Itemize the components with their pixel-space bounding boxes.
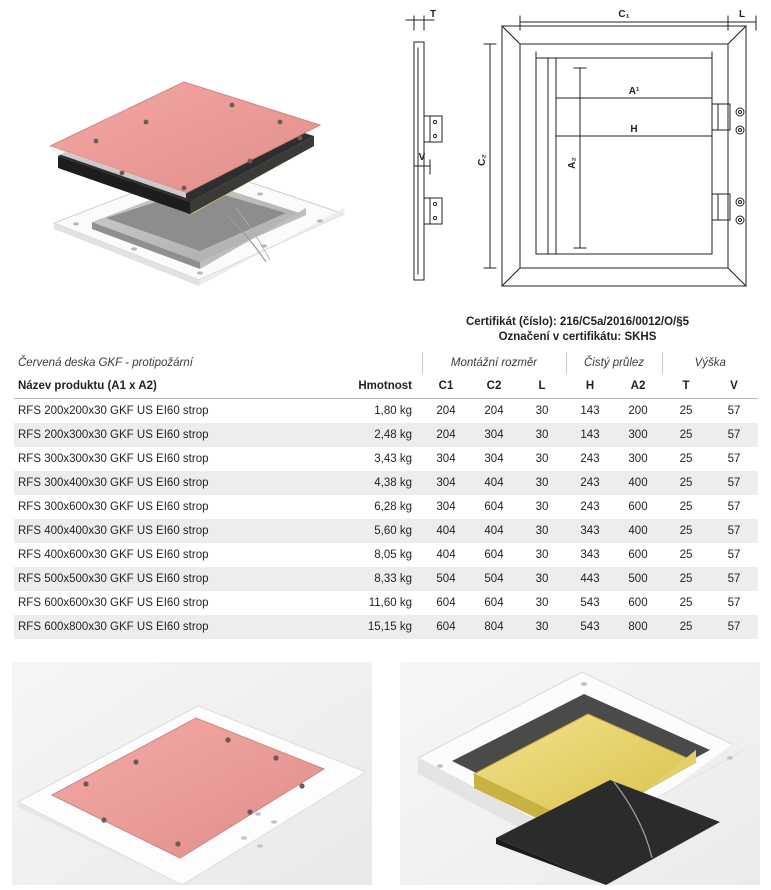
header-c1: C1 [422,374,470,399]
cell-weight: 6,28 kg [374,500,412,513]
cell-v: 57 [727,476,741,489]
cell-c1: 304 [436,452,456,465]
certificate-block [390,315,765,345]
cell-c1: 204 [436,428,456,441]
cell-t: 25 [679,452,693,465]
cell-a2: 400 [628,524,648,537]
table-row [14,447,758,471]
cell-a2: 800 [628,620,648,633]
cell-weight: 2,48 kg [374,428,412,441]
table-row [14,399,758,423]
cell-h: 543 [580,596,600,609]
cell-c2: 604 [484,596,504,609]
table-row [14,615,758,639]
cell-v: 57 [727,500,741,513]
cell-v: 57 [727,452,741,465]
table-row [14,567,758,591]
cell-l: 30 [535,548,549,561]
cell-c1: 604 [436,596,456,609]
cell-c1: 304 [436,476,456,489]
cell-l: 30 [535,524,549,537]
header-weight: Hmotnost [344,374,422,399]
cell-weight: 15,15 kg [367,620,412,633]
cell-c1: 504 [436,572,456,585]
product-photo-open-insulation [400,662,760,885]
table-row [14,543,758,567]
table-note: Červená deska GKF - protipožární [18,357,193,369]
cell-name: RFS 400x400x30 GKF US EI60 strop [18,524,209,537]
cell-c2: 304 [484,452,504,465]
cell-v: 57 [727,524,741,537]
cell-weight: 5,60 kg [374,524,412,537]
cell-h: 243 [580,476,600,489]
cell-name: RFS 300x300x30 GKF US EI60 strop [18,452,209,465]
cell-a2: 300 [628,452,648,465]
cell-h: 543 [580,620,600,633]
cell-name: RFS 400x600x30 GKF US EI60 strop [18,548,209,561]
cell-c2: 804 [484,620,504,633]
cell-a2: 400 [628,476,648,489]
cell-t: 25 [679,428,693,441]
drawing-label-V: V [418,152,426,163]
cell-weight: 3,43 kg [374,452,412,465]
cell-v: 57 [727,596,741,609]
cell-name: RFS 200x200x30 GKF US EI60 strop [18,404,209,417]
cell-c1: 404 [436,524,456,537]
cell-name: RFS 600x600x30 GKF US EI60 strop [18,596,209,609]
cell-a2: 600 [628,548,648,561]
cell-a2: 600 [628,500,648,513]
cell-l: 30 [535,596,549,609]
table-group-header-row [14,352,758,374]
cell-t: 25 [679,596,693,609]
table-row [14,471,758,495]
cell-v: 57 [727,620,741,633]
header-a2: A2 [614,374,662,399]
specification-table-wrap [14,352,758,639]
table-row [14,495,758,519]
group-height: Výška [662,352,758,374]
cell-v: 57 [727,572,741,585]
cell-l: 30 [535,452,549,465]
cell-h: 343 [580,548,600,561]
cell-l: 30 [535,500,549,513]
cell-l: 30 [535,572,549,585]
cell-c2: 404 [484,476,504,489]
cell-weight: 1,80 kg [374,404,412,417]
cell-a2: 500 [628,572,648,585]
drawing-label-L: L [738,9,746,20]
table-row [14,591,758,615]
header-l: L [518,374,566,399]
cell-v: 57 [727,428,741,441]
bottom-photo-area [0,662,771,885]
cell-t: 25 [679,524,693,537]
product-photo-isometric [14,18,374,288]
specification-table [14,352,758,639]
drawing-label-C2: C₂ [477,154,488,166]
cell-t: 25 [679,548,693,561]
table-row [14,519,758,543]
drawing-label-T: T [429,9,437,20]
cell-t: 25 [679,572,693,585]
cell-a2: 600 [628,596,648,609]
cell-v: 57 [727,404,741,417]
cell-l: 30 [535,620,549,633]
header-h: H [566,374,614,399]
cell-h: 143 [580,404,600,417]
group-mounting-size: Montážní rozměr [422,352,566,374]
cell-h: 243 [580,452,600,465]
cell-c1: 204 [436,404,456,417]
cell-c2: 504 [484,572,504,585]
cell-h: 343 [580,524,600,537]
cell-c2: 204 [484,404,504,417]
table-header-row [14,374,758,399]
cell-weight: 8,05 kg [374,548,412,561]
cell-l: 30 [535,404,549,417]
cell-v: 57 [727,548,741,561]
cell-c2: 604 [484,548,504,561]
cell-c2: 404 [484,524,504,537]
cell-c2: 604 [484,500,504,513]
header-t: T [662,374,710,399]
product-photo-closed [12,662,372,885]
specification-table-body [14,399,758,639]
cell-name: RFS 300x600x30 GKF US EI60 strop [18,500,209,513]
certificate-number: Certifikát (číslo): 216/C5a/2016/0012/O/§5 [465,316,690,328]
cell-weight: 11,60 kg [368,596,412,609]
drawing-label-A2: A₂ [567,157,578,169]
cell-t: 25 [679,620,693,633]
certificate-designation: Označení v certifikátu: SKHS [498,331,657,343]
drawing-label-H: H [630,124,638,135]
header-c2: C2 [470,374,518,399]
cell-c1: 404 [436,548,456,561]
drawing-label-A1: A¹ [628,86,640,97]
cell-l: 30 [535,476,549,489]
cell-name: RFS 200x300x30 GKF US EI60 strop [18,428,209,441]
header-product-name: Název produktu (A1 x A2) [14,374,344,399]
header-v: V [710,374,758,399]
top-illustration-area [0,0,771,343]
cell-c1: 604 [436,620,456,633]
cell-h: 143 [580,428,600,441]
cell-c1: 304 [436,500,456,513]
cell-t: 25 [679,500,693,513]
cell-weight: 4,38 kg [374,476,412,489]
cell-t: 25 [679,404,693,417]
cell-a2: 200 [628,404,648,417]
cell-a2: 300 [628,428,648,441]
cell-name: RFS 300x400x30 GKF US EI60 strop [18,476,209,489]
cell-weight: 8,33 kg [374,572,412,585]
cell-name: RFS 600x800x30 GKF US EI60 strop [18,620,209,633]
cell-h: 243 [580,500,600,513]
cell-h: 443 [580,572,600,585]
table-row [14,423,758,447]
cell-name: RFS 500x500x30 GKF US EI60 strop [18,572,209,585]
cell-l: 30 [535,428,549,441]
drawing-label-C1: C₁ [618,9,630,20]
cell-t: 25 [679,476,693,489]
technical-drawings [390,8,765,293]
cell-c2: 304 [484,428,504,441]
group-clear-opening: Čistý průlez [566,352,662,374]
